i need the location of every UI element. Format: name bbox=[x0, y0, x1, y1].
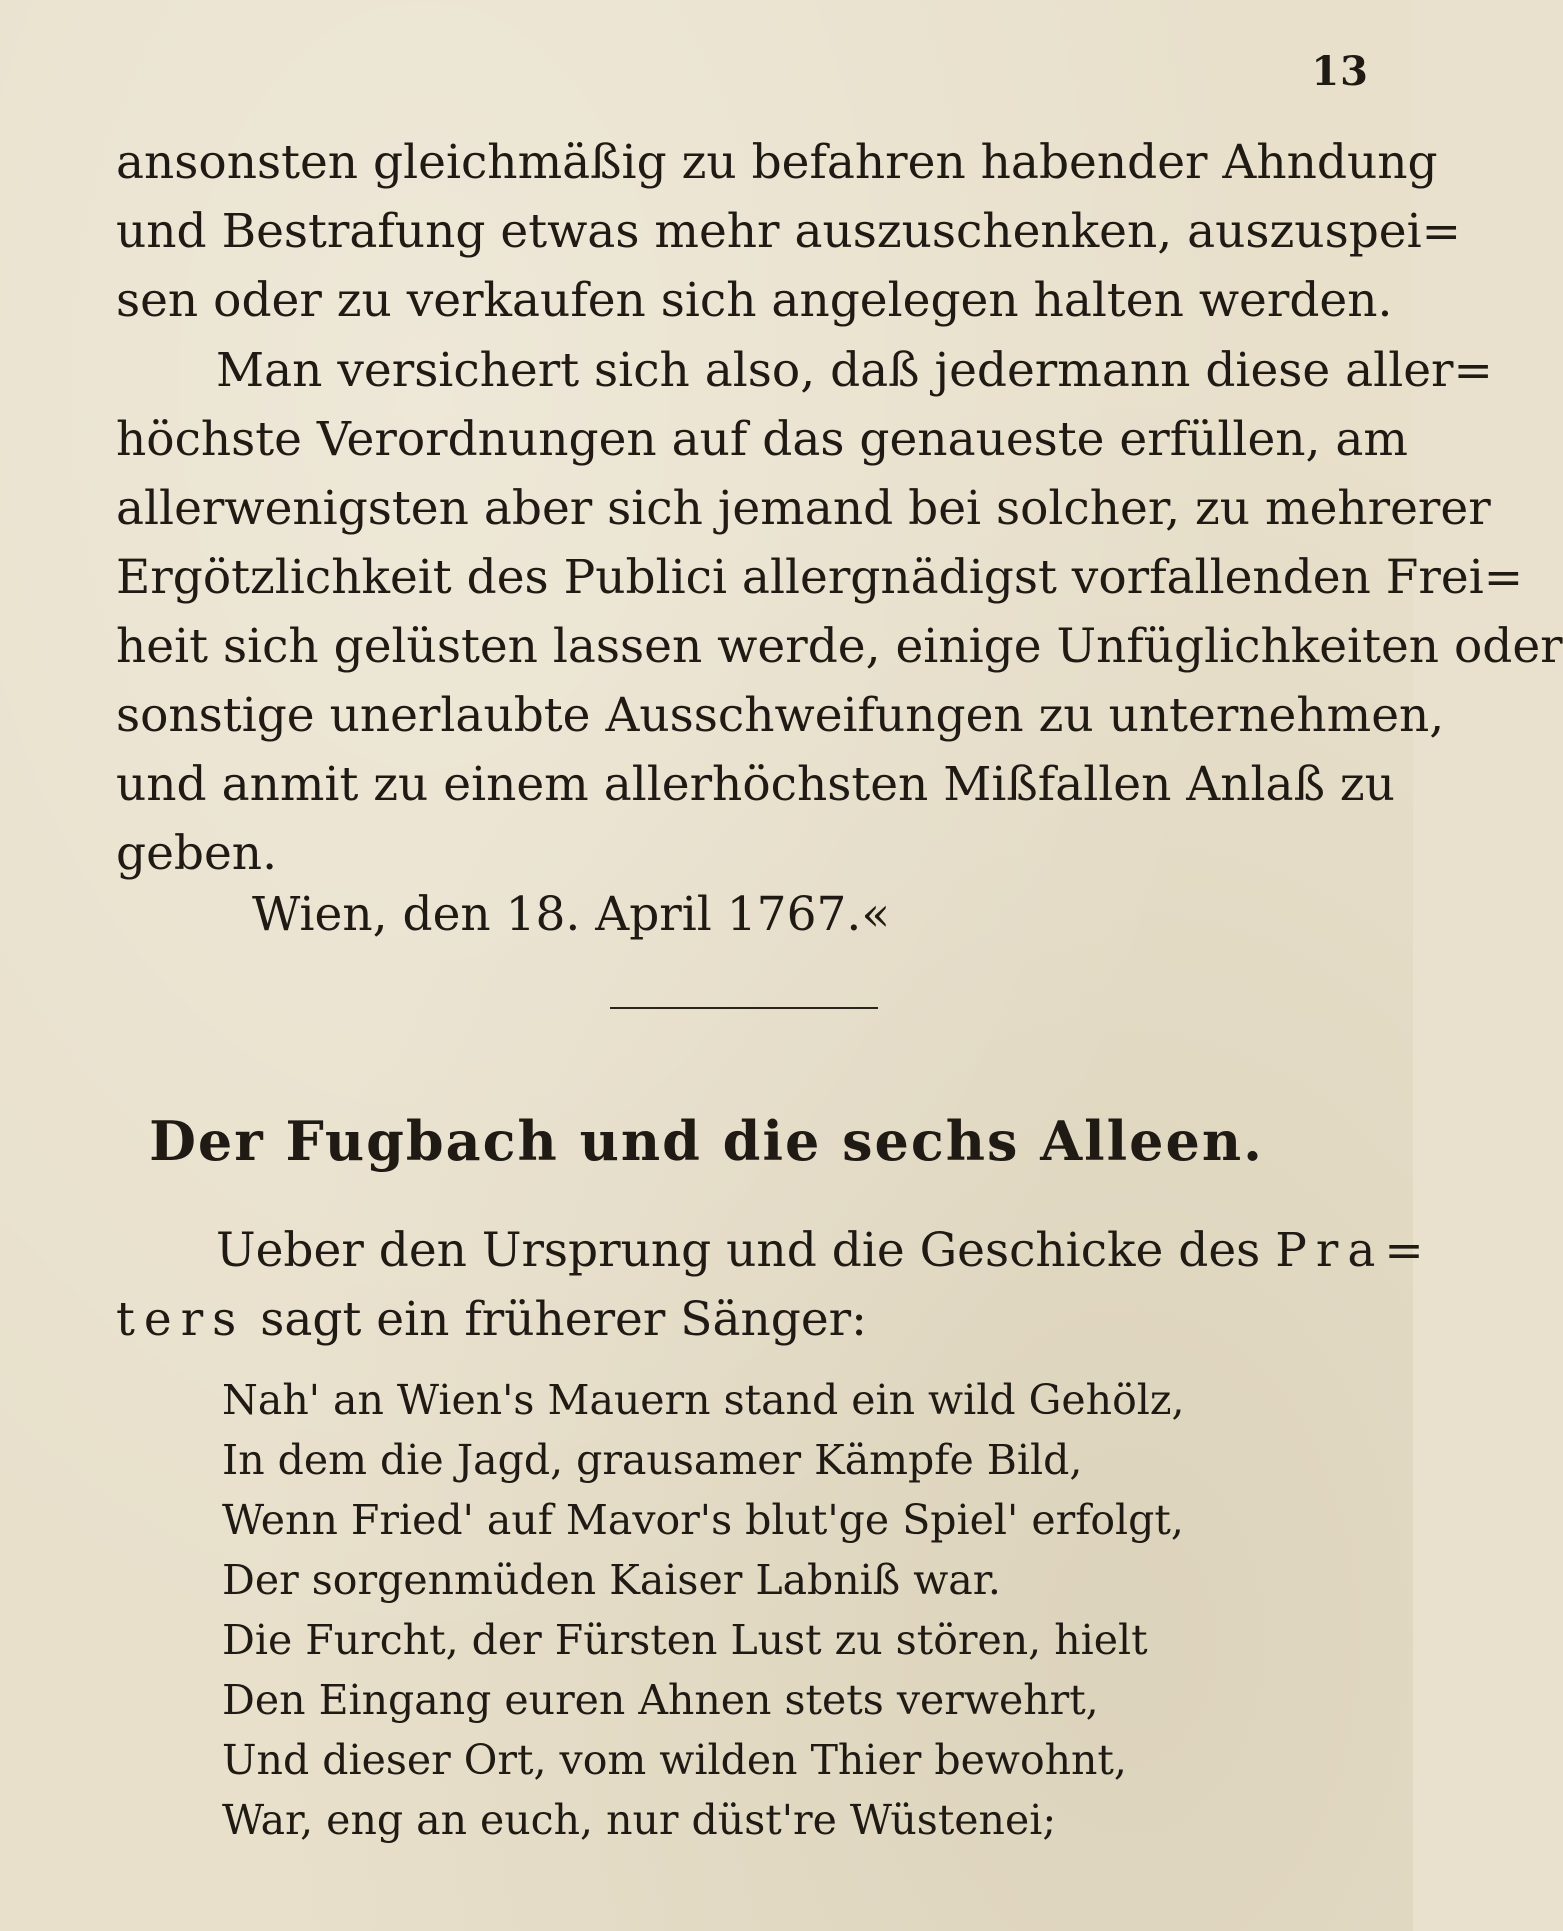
poem-verse: Und dieser Ort, vom wilden Thier bewohnt, bbox=[222, 1736, 1127, 1784]
text-line: höchste Verordnungen auf das genaueste erfüllen, am bbox=[116, 412, 1408, 467]
intro-text: Ueber den Ursprung und die Geschicke des bbox=[216, 1223, 1276, 1278]
text-line: ansonsten gleichmäßig zu befahren habender Ahndung bbox=[116, 135, 1438, 190]
poem-verse: Den Eingang euren Ahnen stets verwehrt, bbox=[222, 1676, 1099, 1724]
intro-text: sagt ein früherer Sänger: bbox=[245, 1292, 867, 1347]
page-number: 13 bbox=[1311, 48, 1369, 95]
intro-spaced-text: ters bbox=[116, 1292, 246, 1347]
text-line: und Bestrafung etwas mehr auszuschenken, auszuspei= bbox=[116, 204, 1462, 259]
text-line: Man versichert sich also, daß jedermann diese aller= bbox=[216, 343, 1493, 398]
poem-quote bbox=[222, 1370, 1185, 1850]
intro-paragraph bbox=[116, 1216, 1433, 1354]
intro-spaced-text: Pra= bbox=[1275, 1223, 1433, 1278]
date-line: Wien, den 18. April 1767.« bbox=[252, 887, 891, 942]
text-line: sen oder zu verkaufen sich angelegen halten werden. bbox=[116, 273, 1393, 328]
text-line bbox=[116, 1285, 1374, 1354]
poem-verse: In dem die Jagd, grausamer Kämpfe Bild, bbox=[222, 1436, 1083, 1484]
text-line: geben. bbox=[116, 826, 278, 881]
paragraph-decree bbox=[116, 336, 1563, 888]
poem-verse: Nah' an Wien's Mauern stand ein wild Gehölz, bbox=[222, 1376, 1185, 1424]
text-line: sonstige unerlaubte Ausschweifungen zu unternehmen, bbox=[116, 688, 1445, 743]
poem-verse: Die Furcht, der Fürsten Lust zu stören, hielt bbox=[222, 1616, 1148, 1664]
poem-verse: War, eng an euch, nur düst're Wüstenei; bbox=[222, 1796, 1057, 1844]
text-line: allerwenigsten aber sich jemand bei solcher, zu mehrerer bbox=[116, 481, 1491, 536]
paragraph-continuation bbox=[116, 128, 1462, 335]
section-divider bbox=[610, 1007, 878, 1009]
poem-verse: Wenn Fried' auf Mavor's blut'ge Spiel' erfolgt, bbox=[222, 1496, 1184, 1544]
text-line: Ergötzlichkeit des Publici allergnädigst vorfallenden Frei= bbox=[116, 550, 1524, 605]
text-line: und anmit zu einem allerhöchsten Mißfallen Anlaß zu bbox=[116, 757, 1395, 812]
text-line bbox=[116, 1216, 1433, 1285]
text-line: heit sich gelüsten lassen werde, einige Unfüglichkeiten oder bbox=[116, 619, 1563, 674]
section-heading: Der Fugbach und die sechs Alleen. bbox=[149, 1109, 1264, 1173]
poem-verse: Der sorgenmüden Kaiser Labniß war. bbox=[222, 1556, 1001, 1604]
